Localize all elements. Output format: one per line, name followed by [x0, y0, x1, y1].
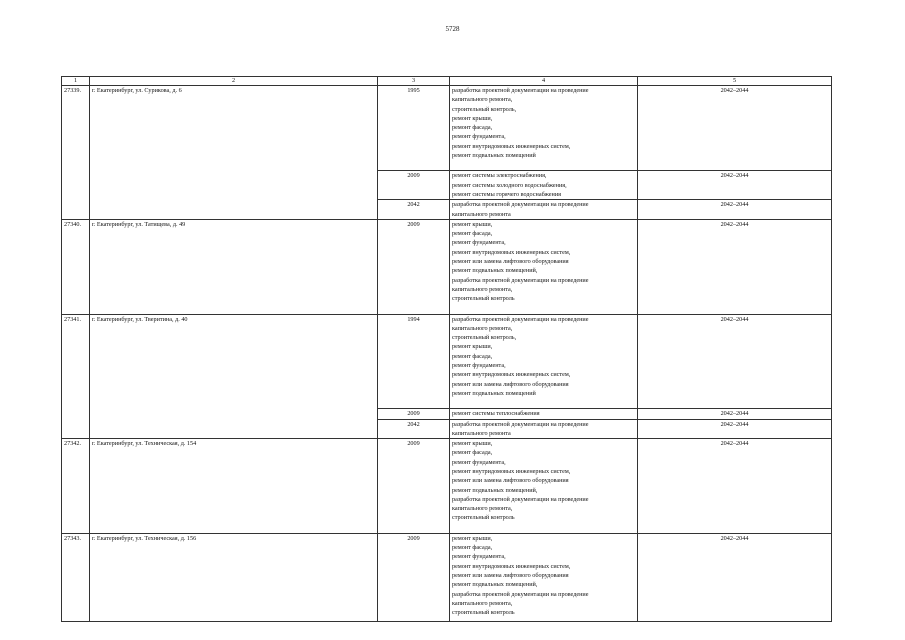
planned-period: 2042–2044	[638, 533, 832, 622]
work-item: разработка проектной документации на проведение	[452, 315, 589, 323]
work-item: разработка проектной документации на проведение	[452, 201, 589, 209]
record-number: 27340.	[62, 219, 90, 314]
work-item: разработка проектной документации на проведение	[452, 276, 589, 284]
work-item: капитального ремонта,	[452, 324, 513, 332]
work-item: ремонт системы теплоснабжения	[452, 410, 540, 418]
work-item: ремонт крыши,	[452, 534, 493, 542]
work-item: ремонт подвальных помещений	[452, 152, 536, 160]
work-item: ремонт фундамента,	[452, 458, 506, 466]
work-item: ремонт системы электроснабжения,	[452, 172, 547, 180]
work-item: ремонт фасада,	[452, 230, 493, 238]
work-item: ремонт внутридомовых инженерных систем,	[452, 562, 571, 570]
table-row	[62, 533, 832, 622]
work-item: строительный контроль	[452, 609, 515, 617]
page-number: 5728	[445, 25, 460, 33]
work-item: ремонт подвальных помещений,	[452, 581, 538, 589]
record-address: г. Екатеринбург, ул. Татищева, д. 49	[90, 219, 378, 314]
work-item: капитального ремонта,	[452, 96, 513, 104]
work-item: ремонт фасада,	[452, 449, 493, 457]
work-item: ремонт подвальных помещений,	[452, 267, 538, 275]
record-number: 27341.	[62, 314, 90, 439]
planned-period: 2042–2044	[638, 86, 832, 171]
capital-repair-table	[61, 76, 832, 622]
record-number: 27343.	[62, 533, 90, 622]
commission-year: 2009	[378, 409, 450, 419]
work-item: капитального ремонта,	[452, 599, 513, 607]
work-item: ремонт фасада,	[452, 124, 493, 132]
column-number-row	[62, 77, 832, 86]
work-item: разработка проектной документации на проведение	[452, 590, 589, 598]
work-item: ремонт крыши,	[452, 440, 493, 448]
works-list	[450, 200, 638, 220]
record-number: 27339.	[62, 86, 90, 220]
record-address: г. Екатеринбург, ул. Сурикова, д. 6	[90, 86, 378, 220]
table-row	[62, 219, 832, 314]
table-body	[62, 86, 832, 622]
work-item: ремонт крыши,	[452, 220, 493, 228]
record-address: г. Екатеринбург, ул. Тверитина, д. 40	[90, 314, 378, 439]
commission-year: 2042	[378, 200, 450, 220]
planned-period: 2042–2044	[638, 200, 832, 220]
planned-period: 2042–2044	[638, 171, 832, 200]
work-item: ремонт или замена лифтового оборудования	[452, 258, 569, 266]
works-list	[450, 533, 638, 622]
work-item: ремонт или замена лифтового оборудования	[452, 571, 569, 579]
work-item: ремонт фундамента,	[452, 553, 506, 561]
work-item: ремонт крыши,	[452, 114, 493, 122]
table-row	[62, 86, 832, 171]
work-item: ремонт фундамента,	[452, 133, 506, 141]
work-item: капитального ремонта	[452, 429, 511, 437]
work-item: ремонт крыши,	[452, 343, 493, 351]
planned-period: 2042–2044	[638, 314, 832, 409]
work-item: строительный контроль	[452, 295, 515, 303]
work-item: ремонт подвальных помещений,	[452, 486, 538, 494]
record-number: 27342.	[62, 439, 90, 534]
works-list	[450, 86, 638, 171]
work-item: строительный контроль	[452, 514, 515, 522]
work-item: ремонт фасада,	[452, 544, 493, 552]
work-item: ремонт внутридомовых инженерных систем,	[452, 142, 571, 150]
planned-period: 2042–2044	[638, 219, 832, 314]
work-item: ремонт системы горячего водоснабжения	[452, 190, 561, 198]
record-address: г. Екатеринбург, ул. Техническая, д. 154	[90, 439, 378, 534]
work-item: ремонт или замена лифтового оборудования	[452, 380, 569, 388]
works-list	[450, 409, 638, 419]
work-item: разработка проектной документации на проведение	[452, 87, 589, 94]
table-row	[62, 439, 832, 534]
commission-year: 1995	[378, 86, 450, 171]
works-list	[450, 419, 638, 439]
work-item: ремонт внутридомовых инженерных систем,	[452, 248, 571, 256]
work-item: ремонт внутридомовых инженерных систем,	[452, 371, 571, 379]
column-header-3: 3	[378, 77, 450, 86]
work-item: ремонт фундамента,	[452, 239, 506, 247]
column-header-1: 1	[62, 77, 90, 86]
table-row	[62, 314, 832, 409]
works-list	[450, 171, 638, 200]
works-list	[450, 314, 638, 409]
works-list	[450, 439, 638, 534]
commission-year: 2042	[378, 419, 450, 439]
planned-period: 2042–2044	[638, 409, 832, 419]
work-item: строительный контроль,	[452, 105, 517, 113]
record-address: г. Екатеринбург, ул. Техническая, д. 156	[90, 533, 378, 622]
work-item: разработка проектной документации на проведение	[452, 420, 589, 428]
work-item: капитального ремонта,	[452, 505, 513, 513]
column-header-2: 2	[90, 77, 378, 86]
work-item: разработка проектной документации на проведение	[452, 495, 589, 503]
commission-year: 2009	[378, 533, 450, 622]
work-item: капитального ремонта	[452, 210, 511, 218]
planned-period: 2042–2044	[638, 439, 832, 534]
planned-period: 2042–2044	[638, 419, 832, 439]
work-item: ремонт системы холодного водоснабжения,	[452, 181, 567, 189]
work-item: ремонт фундамента,	[452, 362, 506, 370]
work-item: капитального ремонта,	[452, 285, 513, 293]
works-list	[450, 219, 638, 314]
commission-year: 2009	[378, 439, 450, 534]
column-header-5: 5	[638, 77, 832, 86]
work-item: ремонт или замена лифтового оборудования	[452, 477, 569, 485]
column-header-4: 4	[450, 77, 638, 86]
work-item: ремонт фасада,	[452, 352, 493, 360]
commission-year: 1994	[378, 314, 450, 409]
work-item: строительный контроль,	[452, 334, 517, 342]
commission-year: 2009	[378, 171, 450, 200]
work-item: ремонт внутридомовых инженерных систем,	[452, 467, 571, 475]
work-item: ремонт подвальных помещений	[452, 389, 536, 397]
commission-year: 2009	[378, 219, 450, 314]
